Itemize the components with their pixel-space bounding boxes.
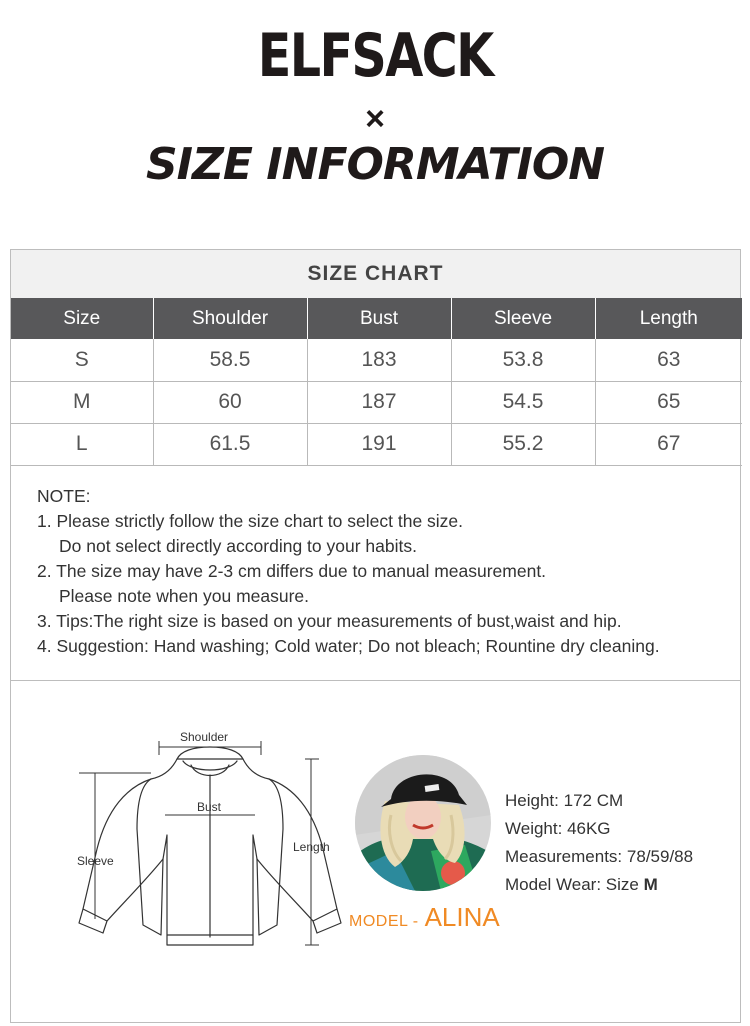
model-weight [505,815,693,843]
size-notes [11,466,740,659]
collab-cross: × [365,100,385,138]
table-cell: S [11,339,153,381]
table-cell: 67 [595,423,742,465]
table-row [11,381,742,423]
notes-heading: NOTE: [37,485,91,506]
note-line: 4. Suggestion: Hand washing; Cold water; Do not bleach; Rountine dry cleaning. [37,635,660,656]
wear-prefix: Size [605,875,639,894]
measurements-label: Measurements: [505,847,623,866]
page-title: SIZE INFORMATION [145,139,605,190]
weight-label: Weight: [505,819,563,838]
table-cell: 58.5 [153,339,307,381]
table-cell: 191 [307,423,451,465]
model-panel [10,681,741,1023]
height-value: 172 CM [563,791,624,810]
diagram-label-bust: Bust [197,800,222,814]
table-cell: 63 [595,339,742,381]
size-chart-panel [10,249,741,681]
wear-label: Model Wear: [505,875,602,894]
model-label: MODEL - [349,913,419,930]
diagram-label-sleeve: Sleeve [77,854,114,868]
table-cell: 61.5 [153,423,307,465]
brand-logo: ELFSACK [257,21,493,91]
table-cell: L [11,423,153,465]
measurements-value: 78/59/88 [626,847,694,866]
model-wear [505,871,693,899]
column-header-bust: Bust [307,298,451,339]
column-header-length: Length [595,298,742,339]
table-cell: M [11,381,153,423]
model-name [349,904,500,930]
model-name-value: ALINA [424,902,500,932]
note-line: Do not select directly according to your habits. [59,535,417,556]
wear-size: M [643,875,658,894]
column-header-size: Size [11,298,153,339]
column-header-sleeve: Sleeve [451,298,595,339]
model-stats [505,787,693,899]
table-cell: 65 [595,381,742,423]
note-line: Please note when you measure. [59,585,310,606]
table-cell: 55.2 [451,423,595,465]
table-cell: 54.5 [451,381,595,423]
diagram-label-length: Length [293,840,330,854]
diagram-label-shoulder: Shoulder [180,730,229,744]
note-line: 3. Tips:The right size is based on your measurements of bust,waist and hip. [37,610,622,631]
jacket-measurement-diagram [67,729,347,959]
note-line: 1. Please strictly follow the size chart to select the size. [37,510,464,531]
size-table [11,298,742,466]
table-cell: 183 [307,339,451,381]
brand-header [0,21,750,91]
table-row [11,339,742,381]
model-photo [355,755,491,891]
weight-value: 46KG [567,819,611,838]
model-measurements [505,843,693,871]
table-cell: 60 [153,381,307,423]
table-row [11,423,742,465]
table-cell: 187 [307,381,451,423]
size-chart-title: SIZE CHART [11,250,740,298]
note-line: 2. The size may have 2-3 cm differs due to manual measurement. [37,560,547,581]
column-header-shoulder: Shoulder [153,298,307,339]
table-header-row [11,298,742,339]
model-height [505,787,693,815]
height-label: Height: [505,791,559,810]
table-cell: 53.8 [451,339,595,381]
